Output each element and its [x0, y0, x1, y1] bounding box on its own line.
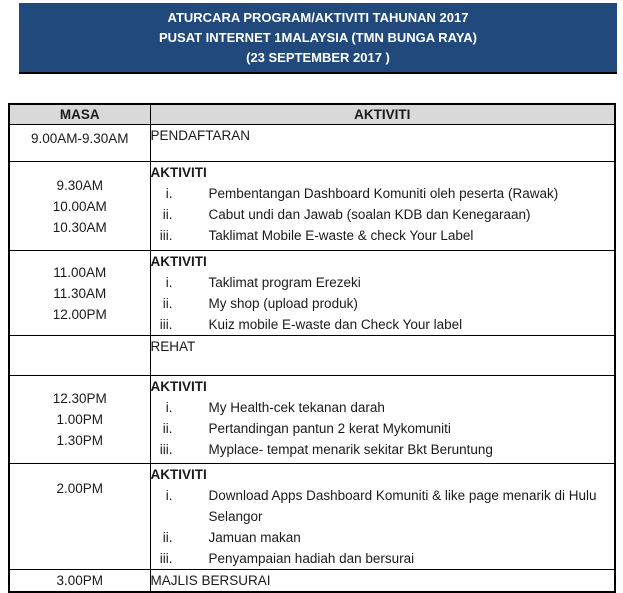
list-item-text: Kuiz mobile E-waste dan Check Your label: [208, 317, 463, 332]
activity-label: AKTIVITI: [150, 379, 207, 394]
list-item: [151, 439, 615, 460]
schedule-table: [8, 103, 616, 593]
time-value: 1.30PM: [56, 433, 104, 448]
list-item-text: Download Apps Dashboard Komuniti & like page menarik di Hulu Selangor: [208, 488, 597, 524]
time-value: 1.00PM: [56, 412, 104, 427]
column-header-masa: MASA: [9, 104, 150, 125]
list-numeral: iii.: [159, 551, 173, 566]
time-value: 11.00AM: [53, 264, 107, 280]
aktiviti-cell: [150, 464, 615, 570]
masa-cell: [9, 251, 150, 336]
aktiviti-cell: [150, 125, 615, 162]
banner-date-line: (23 SEPTEMBER 2017 ): [246, 49, 390, 65]
column-header-aktiviti: AKTIVITI: [150, 104, 615, 125]
list-item-text: Pertandingan pantun 2 kerat Mykomuniti: [208, 421, 451, 436]
table-row-majlis-bersurai: [9, 570, 615, 593]
list-numeral: iii.: [159, 228, 173, 243]
list-numeral: iii.: [159, 317, 173, 332]
activity-label: REHAT: [150, 339, 196, 354]
masa-cell: [9, 125, 150, 162]
list-numeral: ii.: [162, 530, 173, 545]
list-numeral: iii.: [159, 442, 173, 457]
list-item-text: Cabut undi dan Jawab (soalan KDB dan Kenegaraan): [208, 207, 531, 222]
time-value: 9.30AM: [56, 177, 104, 193]
list-item-text: My Health-cek tekanan darah: [208, 400, 385, 415]
list-item: [151, 314, 615, 335]
table-row-closing-session: [9, 464, 615, 570]
list-item: [151, 293, 615, 314]
list-item-text: Pembentangan Dashboard Komuniti oleh peserta (Rawak): [208, 186, 559, 201]
table-row-late-morning-session: [9, 251, 615, 336]
list-item: [151, 397, 615, 418]
banner-subtitle-line: PUSAT INTERNET 1MALAYSIA (TMN BUNGA RAYA): [158, 29, 478, 45]
list-item: [151, 418, 615, 439]
list-item-text: Taklimat Mobile E-waste & check Your Label: [208, 228, 474, 243]
aktiviti-cell: [150, 570, 615, 593]
time-value: 2.00PM: [56, 481, 104, 496]
list-item: [151, 548, 615, 569]
activity-label: AKTIVITI: [150, 254, 207, 269]
aktiviti-cell: [150, 162, 615, 251]
list-numeral: ii.: [162, 207, 173, 222]
list-item: [151, 204, 615, 225]
list-item: [151, 527, 615, 548]
table-row-afternoon-session: [9, 376, 615, 464]
list-item-text: Penyampaian hadiah dan bersurai: [208, 551, 415, 566]
masa-cell-empty: [9, 336, 150, 376]
aktiviti-cell: [150, 376, 615, 464]
activity-label: MAJLIS BERSURAI: [150, 573, 271, 588]
time-value: 12.00PM: [52, 306, 107, 322]
activity-label: AKTIVITI: [150, 467, 207, 482]
list-item: [151, 183, 615, 204]
masa-cell: [9, 162, 150, 251]
aktiviti-cell: [150, 336, 615, 376]
time-value: 11.30AM: [53, 285, 107, 301]
banner-title-line: ATURCARA PROGRAM/AKTIVITI TAHUNAN 2017: [167, 9, 469, 25]
list-numeral: i.: [165, 275, 173, 290]
table-row-pendaftaran: [9, 125, 615, 162]
list-numeral: i.: [165, 186, 173, 201]
list-item-text: Myplace- tempat menarik sekitar Bkt Beruntung: [208, 442, 493, 457]
list-numeral: i.: [165, 488, 173, 503]
list-numeral: ii.: [162, 296, 173, 311]
list-item-text: Taklimat program Erezeki: [208, 275, 361, 290]
masa-cell: [9, 570, 150, 593]
list-numeral: i.: [165, 400, 173, 415]
table-row-rehat: [9, 336, 615, 376]
time-value: 10.00AM: [52, 198, 107, 214]
list-item: [151, 485, 615, 527]
list-item-text: Jamuan makan: [208, 530, 301, 545]
time-value: 9.00AM-9.30AM: [30, 131, 129, 146]
list-item: [151, 225, 615, 246]
time-value: 3.00PM: [56, 573, 104, 588]
table-row-morning-session: [9, 162, 615, 251]
activity-label: AKTIVITI: [150, 165, 207, 180]
masa-cell: [9, 464, 150, 570]
list-numeral: ii.: [162, 421, 173, 436]
table-header-row: [9, 104, 615, 125]
document-header-banner: [19, 3, 617, 74]
time-value: 10.30AM: [52, 219, 107, 235]
list-item: [151, 272, 615, 293]
masa-cell: [9, 376, 150, 464]
list-item-text: My shop (upload produk): [208, 296, 358, 311]
time-value: 12.30PM: [52, 391, 107, 406]
activity-label: PENDAFTARAN: [150, 128, 251, 143]
aktiviti-cell: [150, 251, 615, 336]
